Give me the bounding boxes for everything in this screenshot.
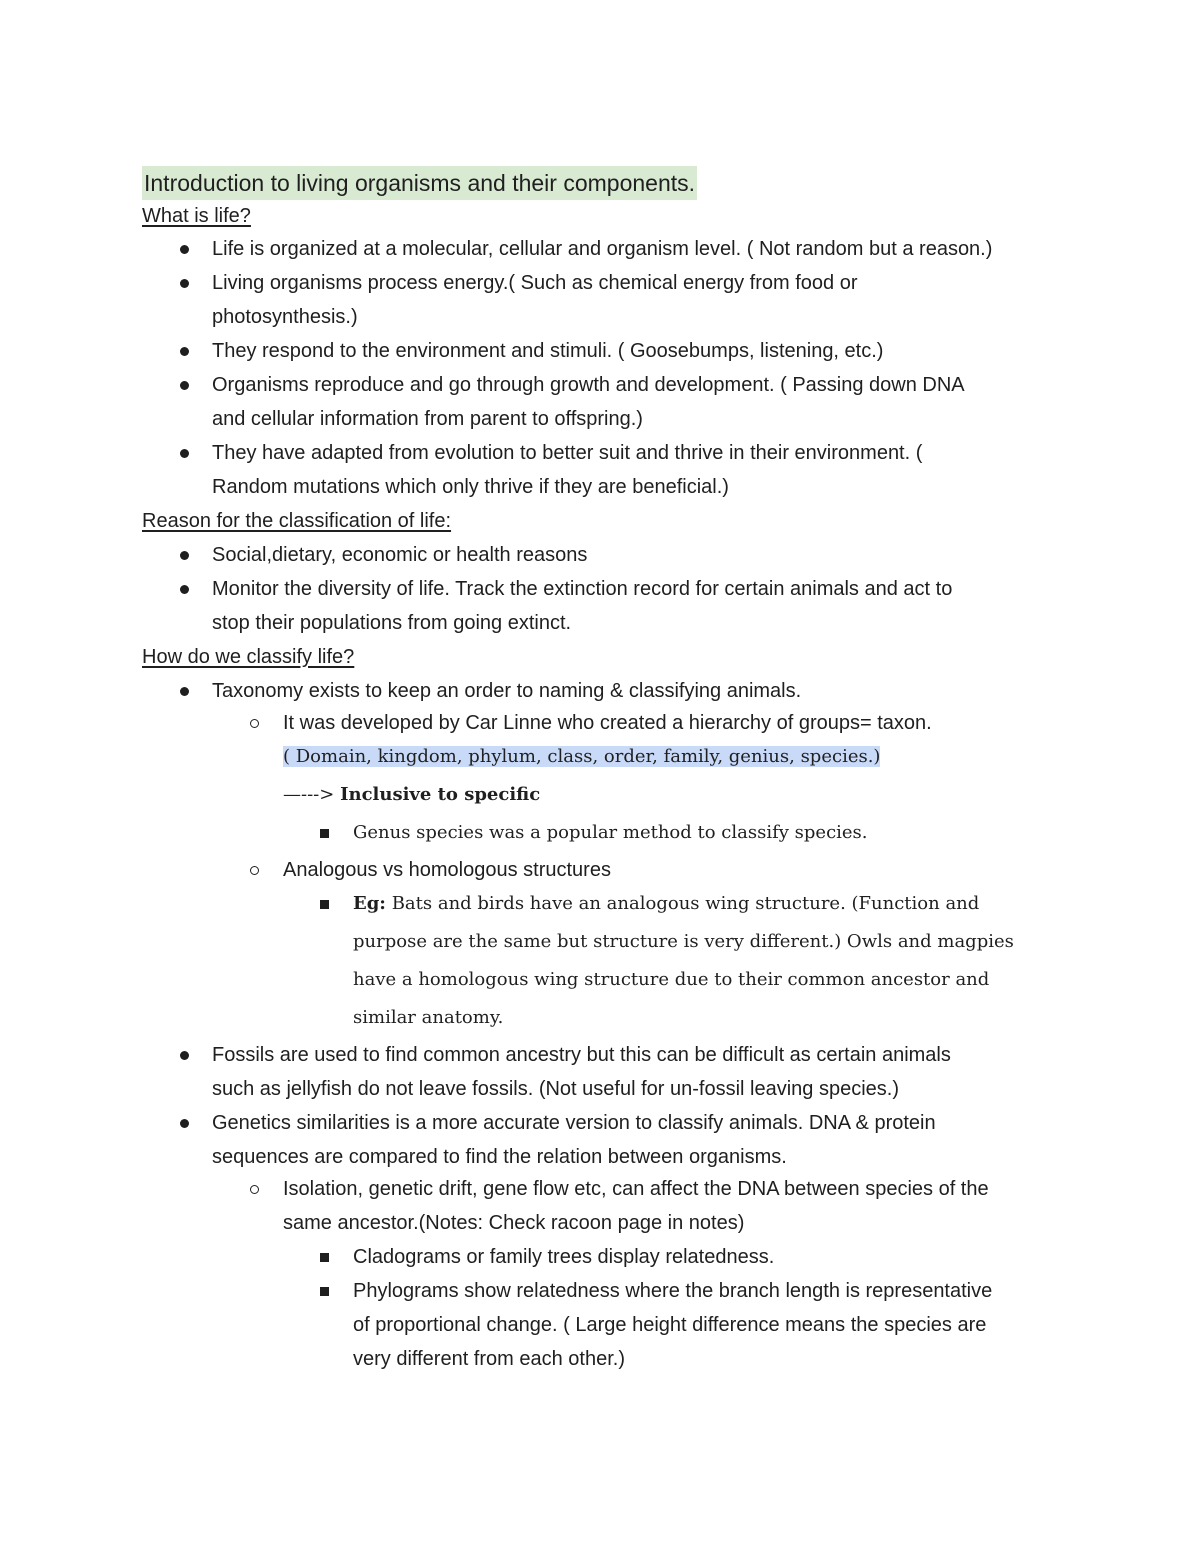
list-item: Social,dietary, economic or health reasons <box>212 544 588 566</box>
bullet-square-icon <box>314 816 334 850</box>
highlighted-taxon-list <box>283 738 880 776</box>
sub-sub-list-continuation: have a homologous wing structure due to their common ancestor and <box>353 969 990 990</box>
bullet-dot-icon <box>174 334 194 368</box>
sub-sub-list-item <box>353 885 979 923</box>
sub-list-item: It was developed by Car Linne who created a hierarchy of groups= taxon. <box>283 712 932 734</box>
sub-sub-list-item: Phylograms show relatedness where the branch length is representative <box>353 1280 993 1302</box>
sub-list-item-continuation: same ancestor.(Notes: Check racoon page in notes) <box>283 1212 745 1234</box>
bullet-dot-icon <box>174 266 194 300</box>
list-item: Living organisms process energy.( Such as chemical energy from food or <box>212 272 858 294</box>
sub-sub-list-continuation: very different from each other.) <box>353 1348 625 1370</box>
list-item-continuation: Random mutations which only thrive if they are beneficial.) <box>212 476 729 498</box>
list-item-continuation: stop their populations from going extinct. <box>212 612 572 634</box>
bold-text: Inclusive to specific <box>340 784 541 805</box>
bullet-dot-icon <box>174 436 194 470</box>
document-title: Introduction to living organisms and their components. <box>142 166 697 200</box>
heading-reason-classification: Reason for the classification of life: <box>142 510 452 532</box>
bullet-dot-icon <box>174 538 194 572</box>
bullet-circle-icon <box>244 1172 264 1206</box>
bullet-dot-icon <box>174 1106 194 1140</box>
list-item: Fossils are used to find common ancestry but this can be difficult as certain animals <box>212 1044 951 1066</box>
list-item: They respond to the environment and stimuli. ( Goosebumps, listening, etc.) <box>212 340 884 362</box>
highlight-text: ( Domain, kingdom, phylum, class, order, family, genius, species.) <box>283 746 881 767</box>
sub-sub-list-item: Cladograms or family trees display relatedness. <box>353 1246 775 1268</box>
sub-sub-list-continuation: purpose are the same but structure is very different.) Owls and magpies <box>353 931 1014 952</box>
bullet-square-icon <box>314 1240 334 1274</box>
bullet-dot-icon <box>174 368 194 402</box>
bullet-dot-icon <box>174 572 194 606</box>
bullet-dot-icon <box>174 1038 194 1072</box>
inclusive-to-specific-line <box>283 776 540 814</box>
bullet-dot-icon <box>174 674 194 708</box>
bullet-square-icon <box>314 887 334 921</box>
list-item-continuation: such as jellyfish do not leave fossils. (Not useful for un-fossil leaving species.) <box>212 1078 899 1100</box>
sub-sub-list-continuation: similar anatomy. <box>353 1007 504 1028</box>
list-item: Taxonomy exists to keep an order to naming & classifying animals. <box>212 680 802 702</box>
sub-sub-list-continuation: of proportional change. ( Large height difference means the species are <box>353 1314 987 1336</box>
bullet-circle-icon <box>244 706 264 740</box>
list-item: Monitor the diversity of life. Track the extinction record for certain animals and act to <box>212 578 953 600</box>
heading-how-classify: How do we classify life? <box>142 646 355 668</box>
arrow-text: —---> <box>283 784 335 805</box>
bullet-square-icon <box>314 1274 334 1308</box>
sub-sub-list-item: Genus species was a popular method to classify species. <box>353 822 868 843</box>
eg-label: Eg: <box>353 893 386 914</box>
bullet-circle-icon <box>244 853 264 887</box>
list-item-continuation: sequences are compared to find the relation between organisms. <box>212 1146 787 1168</box>
list-item: They have adapted from evolution to better suit and thrive in their environment. ( <box>212 442 923 464</box>
sub-list-item: Isolation, genetic drift, gene flow etc, can affect the DNA between species of the <box>283 1178 989 1200</box>
list-item-continuation: photosynthesis.) <box>212 306 358 328</box>
sub-sub-list-text: Bats and birds have an analogous wing structure. (Function and <box>391 893 980 914</box>
list-item: Genetics similarities is a more accurate version to classify animals. DNA & protein <box>212 1112 936 1134</box>
bullet-dot-icon <box>174 232 194 266</box>
sub-list-item: Analogous vs homologous structures <box>283 859 611 881</box>
heading-what-is-life: What is life? <box>142 205 251 227</box>
list-item-continuation: and cellular information from parent to offspring.) <box>212 408 643 430</box>
list-item: Life is organized at a molecular, cellular and organism level. ( Not random but a reason.) <box>212 238 993 260</box>
list-item: Organisms reproduce and go through growth and development. ( Passing down DNA <box>212 374 965 396</box>
